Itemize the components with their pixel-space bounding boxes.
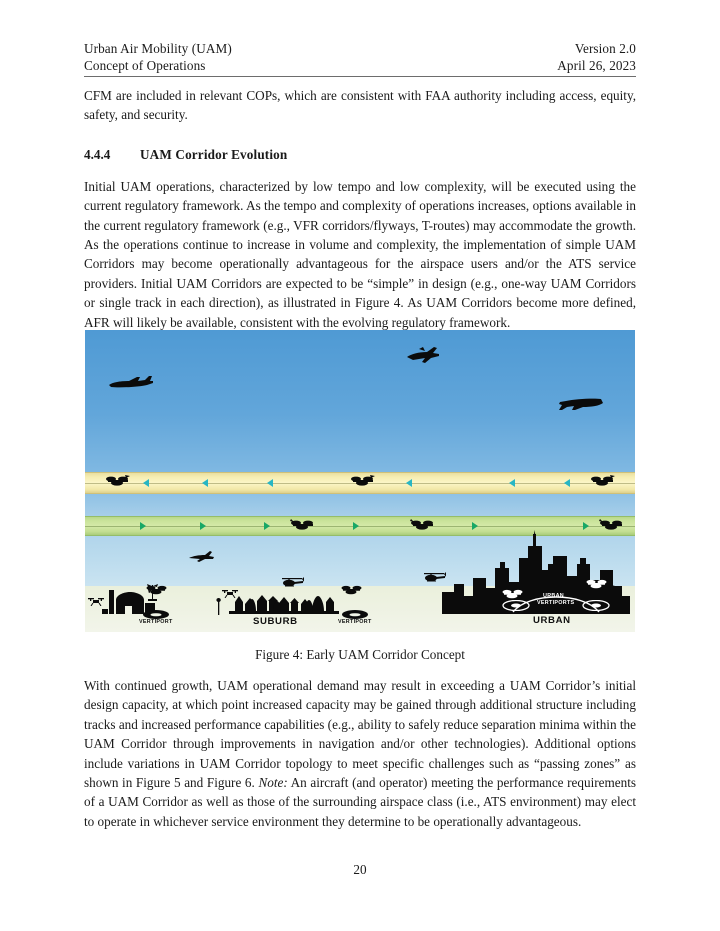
corridor-arrow-left: [564, 479, 570, 487]
drone-icon-farm: [88, 596, 104, 606]
vertiport-label-right: VERTIPORT: [338, 619, 372, 625]
helicopter-icon-urban: [423, 570, 447, 583]
section-heading: [84, 147, 636, 163]
evtol-icon-suburb: [340, 582, 364, 596]
business-jet-icon-top: [401, 343, 441, 365]
evtol-icon-corridor-lower: [290, 516, 316, 532]
paragraph-intro: CFM are included in relevant COPs, which are consistent with FAA authority including access, equity, safety, and security.: [84, 88, 636, 123]
vertiport-pad-right: [342, 610, 368, 619]
urban-vertiport-pad-left: [502, 600, 530, 611]
pylon-icon: [216, 598, 221, 615]
vertiport-label-left: VERTIPORT: [139, 619, 173, 625]
airliner-icon-right: [557, 393, 605, 411]
urban-vertiports-label-line2: VERTIPORTS: [537, 600, 575, 606]
paragraph-capacity-growth: [84, 676, 636, 831]
header-doc-title: Urban Air Mobility (UAM): [84, 41, 232, 56]
evtol-icon-urban-right: [585, 576, 609, 590]
paragraph-capacity-part1: With continued growth, UAM operational demand may result in exceeding a UAM Corridor’s initial design capacity, at which point increased capacity may be gained through additional structure including tracks and increased performance capabilities (e.g., ability to safely reduce separation minima within the UAM Corridor through improvements in navigation and/or other technologies). Additional options include variations in UAM Corridor topology to meet specific challenges such as “passing zones” as shown in Figure 5 and Figure 6.: [84, 678, 636, 791]
suburb-silhouette: [229, 592, 339, 614]
corridor-arrow-left: [406, 479, 412, 487]
paragraph-capacity-part2: An aircraft (and operator) meeting the performance requirements of a UAM Corridor as well as those of the surrounding airspace class (i.e., ATS environment) may elect to operate in whichever service environment they determine to be operationally advantageous.: [84, 775, 636, 829]
corridor-arrow-right: [200, 522, 206, 530]
header-row-1: [84, 40, 636, 57]
header-divider: [84, 76, 636, 77]
header-row-2: [84, 57, 636, 74]
document-body-top: [84, 86, 636, 332]
figure-4-image: [85, 330, 635, 632]
evtol-icon-corridor-upper: [590, 472, 616, 488]
helicopter-icon-suburb: [281, 575, 305, 588]
drone-icon-suburb: [222, 588, 238, 598]
note-label: Note:: [258, 775, 288, 791]
evtol-icon-urban-left: [501, 586, 525, 600]
corridor-centerline-lower: [85, 526, 635, 527]
urban-label: URBAN: [533, 615, 571, 626]
corridor-arrow-right: [140, 522, 146, 530]
page-number: 20: [353, 862, 367, 877]
header-doc-subtitle: Concept of Operations: [84, 58, 206, 73]
urban-vertiport-pad-right: [582, 600, 610, 611]
corridor-arrow-left: [267, 479, 273, 487]
section-number: 4.4.4: [84, 146, 111, 162]
corridor-arrow-left: [143, 479, 149, 487]
header-date: April 26, 2023: [557, 58, 636, 73]
airliner-icon-left: [107, 374, 155, 392]
figure-4-caption: Figure 4: Early UAM Corridor Concept: [255, 647, 465, 662]
corridor-arrow-right: [264, 522, 270, 530]
evtol-icon-corridor-upper: [350, 472, 376, 488]
evtol-icon-corridor-upper: [105, 472, 131, 488]
paragraph-corridor-evolution: Initial UAM operations, characterized by low tempo and low complexity, will be executed using the current regulatory framework. As the tempo and complexity of operations increases, options available in the current regulatory framework (e.g., VFR corridors/flyways, T-routes) may accommodate the growth. As the operations continue to increase in volume and complexity, the implementation of simple UAM Corridors may become operationally advantageous for the airspace users and/or the ATS service providers. Initial UAM Corridors are expected to be “simple” in design (e.g., one-way UAM Corridors or single track in each direction), as illustrated in Figure 4. As UAM Corridors become more defined, AFR will likely be available, consistent with the evolving regulatory framework.: [84, 178, 636, 330]
corridor-arrow-left: [509, 479, 515, 487]
suburb-label: SUBURB: [253, 616, 298, 627]
section-title: UAM Corridor Evolution: [140, 146, 288, 162]
document-body-bottom: [84, 676, 636, 831]
figure-4-container: [85, 330, 635, 632]
light-aircraft-icon: [185, 548, 215, 564]
vertiport-pad-left: [143, 610, 169, 619]
corridor-arrow-right: [583, 522, 589, 530]
urban-vertiports-label-line1: URBAN: [543, 593, 564, 599]
running-header: [84, 40, 636, 77]
corridor-arrow-right: [353, 522, 359, 530]
evtol-icon-corridor-lower: [410, 516, 436, 532]
corridor-arrow-right: [472, 522, 478, 530]
corridor-arrow-left: [202, 479, 208, 487]
evtol-icon-rural: [145, 582, 169, 596]
header-version: Version 2.0: [574, 41, 636, 56]
